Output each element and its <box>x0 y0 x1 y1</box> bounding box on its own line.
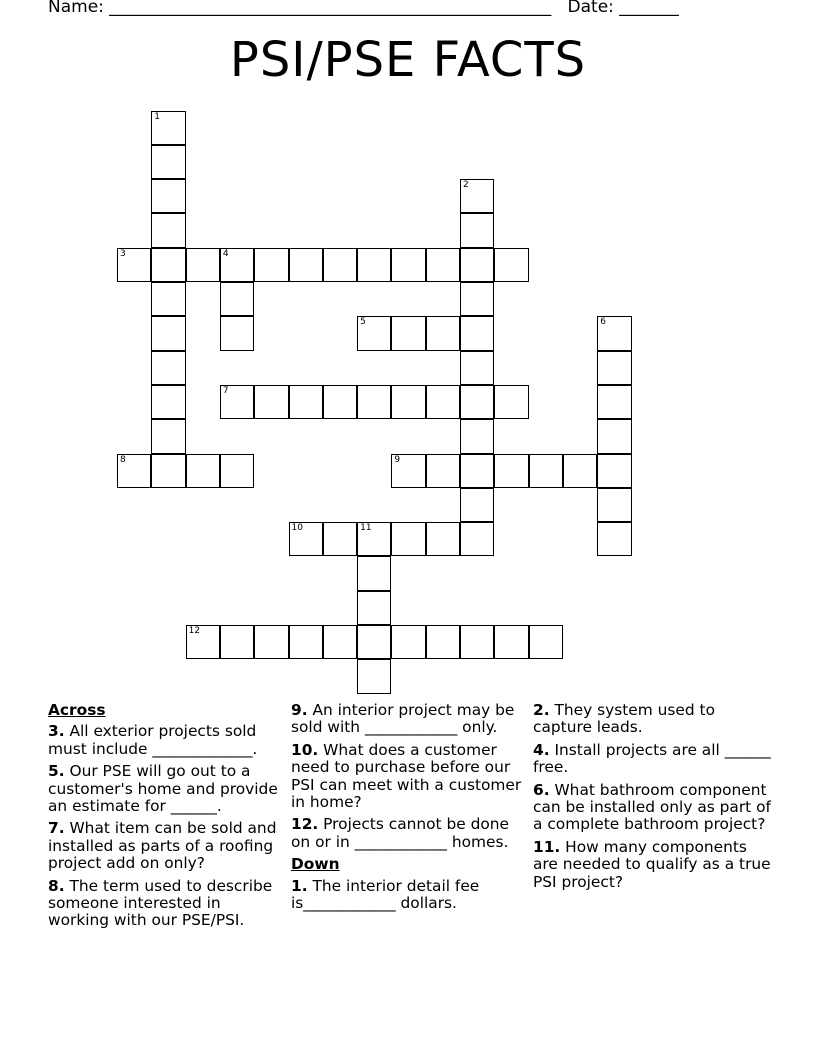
grid-cell[interactable] <box>391 522 425 556</box>
grid-cell[interactable] <box>151 454 185 488</box>
grid-cell[interactable] <box>151 419 185 453</box>
clue-number-label: 9 <box>394 454 401 465</box>
grid-cell[interactable] <box>597 419 631 453</box>
grid-cell[interactable] <box>494 625 528 659</box>
grid-cell[interactable] <box>426 454 460 488</box>
date-field-label[interactable]: Date: _______ <box>567 0 679 17</box>
clue-number-label: 11 <box>360 523 372 534</box>
clue-number-label: 6 <box>600 317 606 328</box>
clue-down-6: 6. What bathroom component can be installed only as part of a complete bathroom project? <box>533 780 771 834</box>
clue-number-label: 7 <box>222 385 229 396</box>
grid-cell[interactable] <box>460 179 494 213</box>
clue-number-label: 2 <box>463 180 469 191</box>
grid-cell[interactable] <box>426 316 460 350</box>
down-heading: Down <box>291 855 340 874</box>
clues-column-2 <box>291 702 523 917</box>
grid-cell[interactable] <box>186 625 220 659</box>
clue-across-7: 7. What item can be sold and installed as parts of a roofing project add on only? <box>48 819 277 873</box>
clue-number-label: 3 <box>120 248 126 259</box>
grid-cell[interactable] <box>220 454 254 488</box>
grid-cell[interactable] <box>426 625 460 659</box>
grid-cell[interactable] <box>460 248 494 282</box>
grid-cell[interactable] <box>426 522 460 556</box>
grid-cell[interactable] <box>460 522 494 556</box>
page-title: PSI/PSE FACTS <box>229 32 587 88</box>
name-field-label[interactable]: Name: ____________________________________________________ <box>48 0 552 17</box>
grid-cell[interactable] <box>323 522 357 556</box>
grid-cell[interactable] <box>357 556 391 590</box>
grid-cell[interactable] <box>151 145 185 179</box>
grid-cell[interactable] <box>254 248 288 282</box>
grid-cell[interactable] <box>151 316 185 350</box>
grid-cell[interactable] <box>391 625 425 659</box>
grid-cell[interactable] <box>357 522 391 556</box>
grid-cell[interactable] <box>357 591 391 625</box>
grid-cell[interactable] <box>426 248 460 282</box>
grid-cell[interactable] <box>254 625 288 659</box>
grid-cell[interactable] <box>220 282 254 316</box>
grid-cell[interactable] <box>460 385 494 419</box>
grid-cell[interactable] <box>186 248 220 282</box>
grid-cell[interactable] <box>357 659 391 693</box>
clue-number-label: 10 <box>291 523 303 534</box>
clue-across-10: 10. What does a customer need to purchase before our PSI can meet with a customer in home? <box>291 740 522 812</box>
grid-cell[interactable] <box>117 454 151 488</box>
grid-cell[interactable] <box>597 522 631 556</box>
grid-cell[interactable] <box>460 316 494 350</box>
clue-across-12: 12. Projects cannot be done on or in ____________ homes. <box>291 815 510 851</box>
grid-cell[interactable] <box>220 385 254 419</box>
grid-cell[interactable] <box>151 248 185 282</box>
grid-cell[interactable] <box>117 248 151 282</box>
grid-cell[interactable] <box>529 625 563 659</box>
clue-down-11: 11. How many components are needed to qualify as a true PSI project? <box>533 837 771 891</box>
grid-cell[interactable] <box>220 248 254 282</box>
grid-cell[interactable] <box>323 248 357 282</box>
grid-cell[interactable] <box>494 385 528 419</box>
grid-cell[interactable] <box>391 248 425 282</box>
grid-cell[interactable] <box>460 625 494 659</box>
grid-cell[interactable] <box>357 248 391 282</box>
grid-cell[interactable] <box>220 625 254 659</box>
clue-down-4: 4. Install projects are all ______ free. <box>533 740 771 777</box>
clue-across-3: 3. All exterior projects sold must include _____________. <box>48 722 258 758</box>
grid-cell[interactable] <box>357 316 391 350</box>
grid-cell[interactable] <box>186 454 220 488</box>
grid-cell[interactable] <box>426 385 460 419</box>
grid-cell[interactable] <box>357 385 391 419</box>
grid-cell[interactable] <box>460 351 494 385</box>
grid-cell[interactable] <box>289 625 323 659</box>
grid-cell[interactable] <box>460 419 494 453</box>
grid-cell[interactable] <box>597 316 631 350</box>
grid-cell[interactable] <box>289 522 323 556</box>
grid-cell[interactable] <box>151 213 185 247</box>
grid-cell[interactable] <box>254 385 288 419</box>
grid-cell[interactable] <box>289 248 323 282</box>
clue-down-1: 1. The interior detail fee is____________ dollars. <box>291 876 480 913</box>
grid-cell[interactable] <box>563 454 597 488</box>
header-line <box>48 0 679 17</box>
clues-column-3 <box>533 702 773 896</box>
grid-cell[interactable] <box>597 385 631 419</box>
grid-cell[interactable] <box>220 316 254 350</box>
grid-cell[interactable] <box>289 385 323 419</box>
clue-across-9: 9. An interior project may be sold with ____________ only. <box>291 701 515 737</box>
grid-cell[interactable] <box>460 282 494 316</box>
clue-number-label: 4 <box>222 248 229 259</box>
clue-number-label: 8 <box>120 454 126 465</box>
grid-cell[interactable] <box>529 454 563 488</box>
clue-number-label: 5 <box>360 317 366 328</box>
grid-cell[interactable] <box>151 179 185 213</box>
clue-number-label: 12 <box>188 626 201 636</box>
grid-cell[interactable] <box>460 213 494 247</box>
grid-cell[interactable] <box>151 282 185 316</box>
grid-cell[interactable] <box>391 316 425 350</box>
clue-down-2: 2. They system used to capture leads. <box>533 701 715 737</box>
clue-number-label: 1 <box>154 111 161 122</box>
grid-cell[interactable] <box>357 625 391 659</box>
grid-cell[interactable] <box>391 454 425 488</box>
clues-column-1 <box>48 702 284 935</box>
grid-cell[interactable] <box>323 385 357 419</box>
across-heading: Across <box>48 701 106 719</box>
clue-across-8: 8. The term used to describe someone interested in working with our PSE/PSI. <box>48 876 273 930</box>
clue-across-5: 5. Our PSE will go out to a customer's home and provide an estimate for ______. <box>48 762 278 816</box>
grid-cell[interactable] <box>597 351 631 385</box>
grid-cell[interactable] <box>151 351 185 385</box>
grid-cell[interactable] <box>597 454 631 488</box>
grid-cell[interactable] <box>323 625 357 659</box>
grid-cell[interactable] <box>597 488 631 522</box>
grid-cell[interactable] <box>460 454 494 488</box>
grid-cell[interactable] <box>494 454 528 488</box>
grid-cell[interactable] <box>151 111 185 145</box>
grid-cell[interactable] <box>460 488 494 522</box>
grid-cell[interactable] <box>151 385 185 419</box>
grid-cell[interactable] <box>391 385 425 419</box>
grid-cell[interactable] <box>494 248 528 282</box>
